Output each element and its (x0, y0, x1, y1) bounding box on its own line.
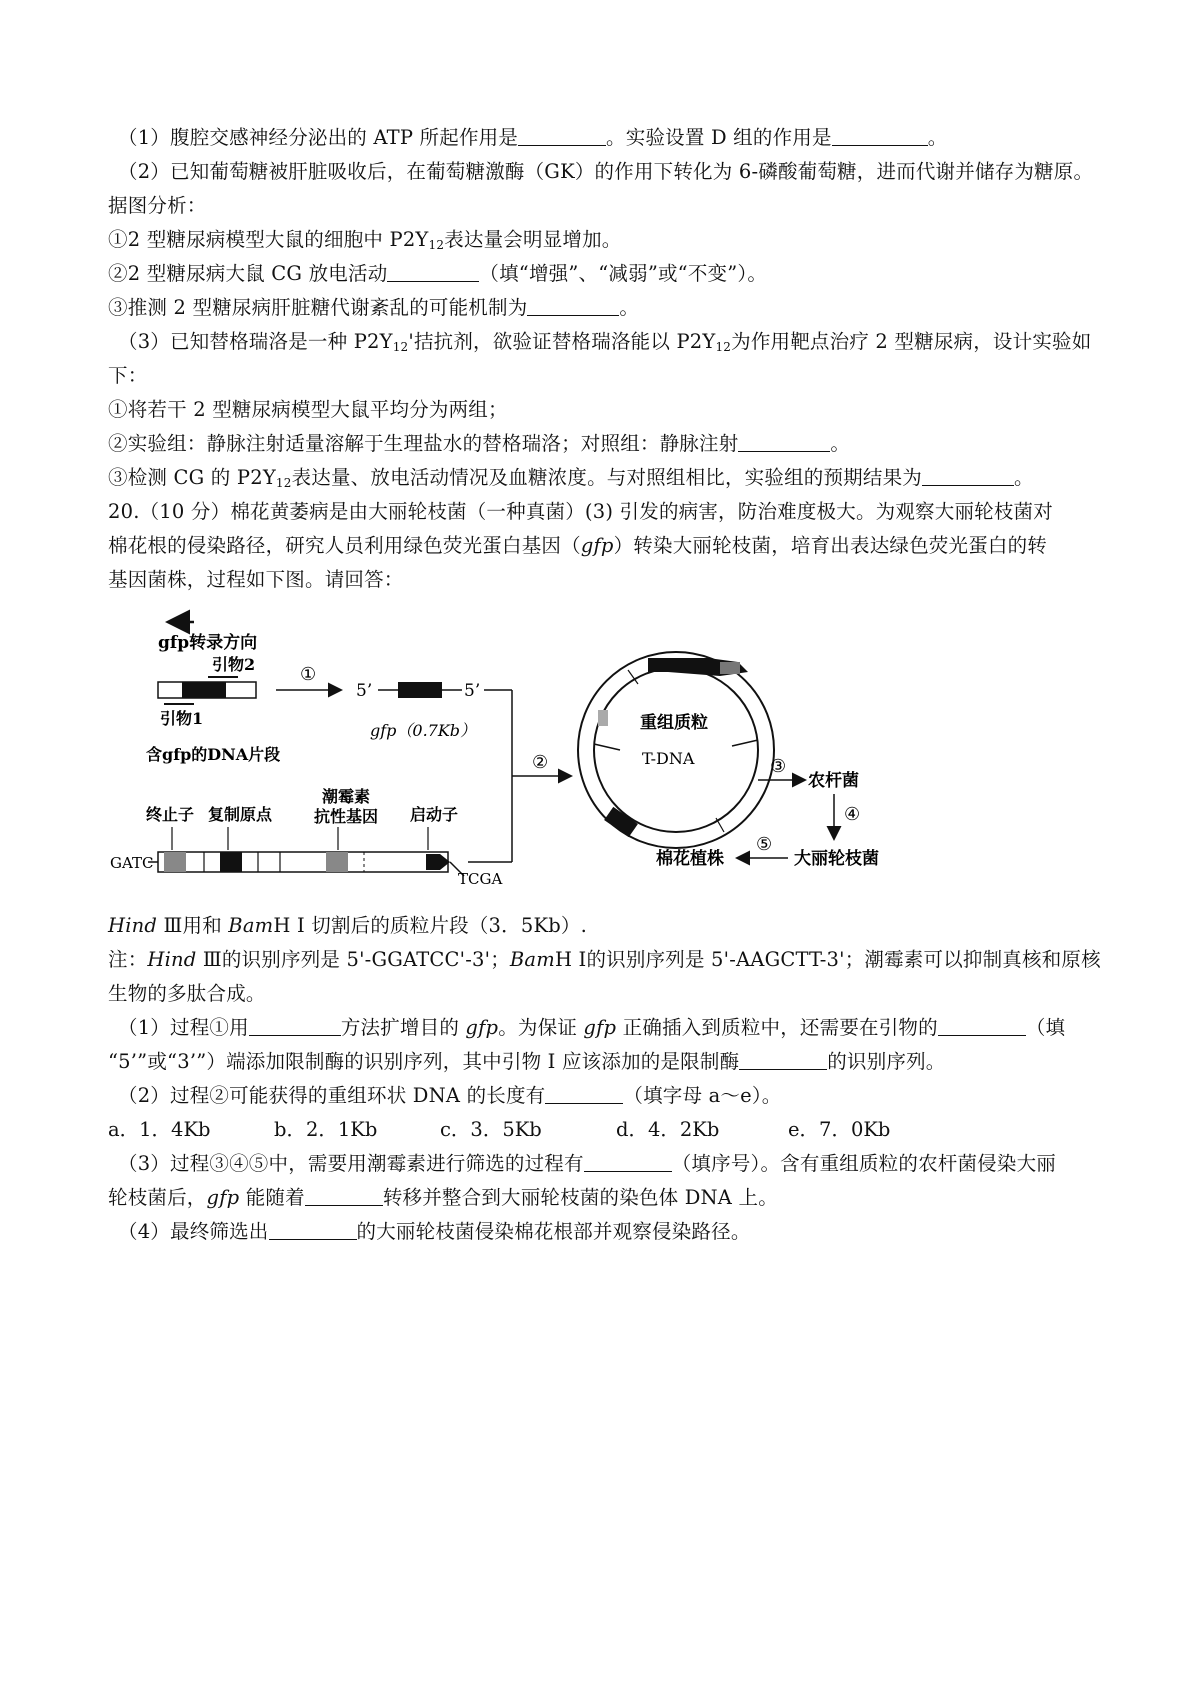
q20-intro-line3: 基因菌株，过程如下图。请回答： (108, 568, 404, 591)
text: （填序号）。含有重组质粒的农杆菌侵染大丽 (671, 1152, 1056, 1175)
terminator-label: 终止子 (146, 805, 195, 824)
text: 的大丽轮枝菌侵染棉花根部并观察侵染路径。 (356, 1220, 751, 1243)
text: ①2 型糖尿病模型大鼠的细胞中 P2Y (108, 228, 429, 251)
plasmid-title: 重组质粒 (640, 713, 708, 733)
text: ③推测 2 型糖尿病肝脏糖代谢紊乱的可能机制为 (108, 296, 528, 319)
answer-blank[interactable] (305, 1187, 383, 1206)
gfp-direction-label: gfp转录方向 (158, 633, 258, 653)
text: （填 (1025, 1016, 1066, 1039)
text: '拮抗剂，欲验证替格瑞洛能以 P2Y (408, 330, 716, 353)
text: 能随着 (239, 1186, 305, 1209)
answer-blank[interactable] (269, 1221, 357, 1240)
text: 。 (619, 296, 640, 319)
text: ②2 型糖尿病大鼠 CG 放电活动 (108, 262, 388, 285)
answer-blank[interactable] (545, 1085, 623, 1104)
q20-part2-line (118, 1082, 782, 1110)
gatc-end-label: GATC (110, 854, 154, 872)
enzyme-name: Hind (147, 948, 197, 971)
subscript: 12 (428, 238, 445, 252)
text: （2）过程②可能获得的重组环状 DNA 的长度有 (118, 1084, 546, 1107)
five-prime-right: 5’ (464, 681, 481, 701)
enzyme-name: Hind (108, 914, 158, 937)
tcga-end-label: TCGA (458, 870, 503, 888)
subscript: 12 (715, 340, 732, 354)
option-c[interactable]: c．3．5Kb (440, 1118, 542, 1141)
enzyme-name: Bam (509, 948, 555, 971)
gfp-size-label: gfp（0.7Kb） (370, 721, 477, 740)
punct: 。 (927, 126, 948, 149)
text: （填字母 a～e）。 (623, 1084, 782, 1107)
text: ③检测 CG 的 P2Y (108, 466, 276, 489)
text: Ⅲ的识别序列是 5'-GGATCC'-3'； (196, 948, 510, 971)
text: （3）过程③④⑤中，需要用潮霉素进行筛选的过程有 (118, 1152, 584, 1175)
text: 的识别序列。 (827, 1050, 946, 1073)
q19-part1-text-a: （1）腹腔交感神经分泌出的 ATP 所起作用是 (118, 126, 519, 149)
subscript: 12 (392, 340, 409, 354)
step2-label: ② (532, 752, 549, 773)
option-d[interactable]: d．4．2Kb (616, 1118, 720, 1141)
q19-part1-text-b: 。实验设置 D 组的作用是 (606, 126, 832, 149)
hyg-label-2: 抗性基因 (314, 807, 379, 826)
text: Ⅲ用和 (157, 914, 229, 937)
answer-blank[interactable] (527, 297, 619, 316)
q19-part3-line2: 下： (108, 364, 148, 387)
fragment-label: 含gfp的DNA片段 (146, 745, 281, 764)
text: 。为保证 (498, 1016, 584, 1039)
text: （4）最终筛选出 (118, 1220, 269, 1243)
q19-part2-line2: 据图分析： (108, 194, 207, 217)
text: ②实验组：静脉注射适量溶解于生理盐水的替格瑞洛；对照组：静脉注射 (108, 432, 739, 455)
text: （3）已知替格瑞洛是一种 P2Y (118, 330, 393, 353)
q19-part2-item3 (108, 294, 639, 322)
promoter-label: 启动子 (410, 805, 459, 824)
q19-part3-item2 (108, 430, 850, 458)
option-b[interactable]: b．2．1Kb (274, 1118, 378, 1141)
answer-blank[interactable] (738, 433, 830, 452)
answer-blank[interactable] (518, 127, 606, 146)
answer-blank[interactable] (249, 1017, 341, 1036)
primer1-label: 引物1 (160, 709, 204, 728)
merge-bracket (468, 690, 570, 862)
q20-intro-line2 (108, 532, 1047, 560)
text: 轮枝菌后， (108, 1186, 207, 1209)
q20-part4-line (118, 1218, 751, 1246)
q20-part3-line2 (108, 1184, 778, 1212)
text: （1）过程①用 (118, 1016, 249, 1039)
q19-part3-item3 (108, 464, 1034, 497)
text: 方法扩增目的 (340, 1016, 466, 1039)
agrobacterium-label: 农杆菌 (808, 771, 859, 791)
text: 转移并整合到大丽轮枝菌的染色体 DNA 上。 (382, 1186, 778, 1209)
text: 正确插入到质粒中，还需要在引物的 (616, 1016, 938, 1039)
q20-part3-line1 (118, 1150, 1056, 1178)
answer-blank[interactable] (922, 467, 1014, 486)
text: 表达量会明显增加。 (444, 228, 622, 251)
gene-name: gfp (206, 1186, 240, 1209)
note-line2: 生物的多肽合成。 (108, 982, 266, 1005)
text: 注： (108, 948, 148, 971)
q20-intro-line1: 20.（10 分）棉花黄萎病是由大丽轮枝菌（一种真菌）(3) 引发的病害，防治难度极大。为观察大丽轮枝菌对 (108, 500, 1053, 523)
q19-part2-item2 (108, 260, 767, 288)
note-line1 (108, 946, 1101, 974)
cotton-label: 棉花植株 (656, 849, 724, 869)
amplified-gfp (378, 682, 462, 698)
primer2-label: 引物2 (212, 655, 256, 674)
tdna-label: T-DNA (642, 749, 695, 768)
text: “5’”或“3’”）端添加限制酶的识别序列，其中引物 Ⅰ 应该添加的是限制酶 (108, 1050, 740, 1073)
hyg-label-1: 潮霉素 (322, 787, 371, 806)
subscript: 12 (275, 476, 292, 490)
step1-label: ① (300, 664, 317, 685)
plasmid-fragment (148, 852, 464, 876)
gfp-transformation-diagram (108, 600, 968, 900)
five-prime-left: 5’ (356, 681, 373, 701)
step5-label: ⑤ (756, 834, 773, 855)
gene-name: gfp (580, 534, 614, 557)
text: ）转染大丽轮枝菌，培育出表达绿色荧光蛋白的转 (613, 534, 1048, 557)
option-e[interactable]: e．7．0Kb (788, 1118, 891, 1141)
answer-blank[interactable] (739, 1051, 827, 1070)
text: 表达量、放电活动情况及血糖浓度。与对照组相比，实验组的预期结果为 (291, 466, 922, 489)
text: 。 (1013, 466, 1034, 489)
q19-part3-line1 (118, 328, 1091, 361)
diagram-caption (108, 912, 587, 940)
q19-part3-item1: ①将若干 2 型糖尿病模型大鼠平均分为两组； (108, 398, 508, 421)
option-a[interactable]: a．1．4Kb (108, 1118, 211, 1141)
q20-part1-line1 (118, 1014, 1065, 1042)
answer-blank[interactable] (387, 263, 479, 282)
gene-name: gfp (583, 1016, 617, 1039)
ori-label: 复制原点 (208, 805, 273, 824)
answer-blank[interactable] (832, 127, 928, 146)
q19-part2-item1 (108, 226, 622, 259)
q19-part2-line1: （2）已知葡萄糖被肝脏吸收后，在葡萄糖激酶（GK）的作用下转化为 6-磷酸葡萄糖，进而代谢并储存为糖原。 (118, 160, 1094, 183)
step4-label: ④ (844, 804, 861, 825)
text: 棉花根的侵染路径，研究人员利用绿色荧光蛋白基因（ (108, 534, 581, 557)
text: 为作用靶点治疗 2 型糖尿病，设计实验如 (731, 330, 1092, 353)
text: （填“增强”、“减弱”或“不变”）。 (479, 262, 768, 285)
gene-name: gfp (465, 1016, 499, 1039)
text: 。 (830, 432, 851, 455)
q20-part1-line2 (108, 1048, 946, 1076)
enzyme-name: Bam (228, 914, 274, 937)
answer-blank[interactable] (584, 1153, 672, 1172)
answer-blank[interactable] (938, 1017, 1026, 1036)
text: H Ⅰ的识别序列是 5'-AAGCTT-3'；潮霉素可以抑制真核和原核 (554, 948, 1101, 971)
q19-part1 (118, 124, 947, 152)
gfp-dna-fragment (158, 682, 256, 698)
text: H Ⅰ 切割后的质粒片段（3．5Kb）. (273, 914, 588, 937)
verticillium-label: 大丽轮枝菌 (794, 849, 879, 869)
step3-label: ③ (770, 756, 787, 777)
